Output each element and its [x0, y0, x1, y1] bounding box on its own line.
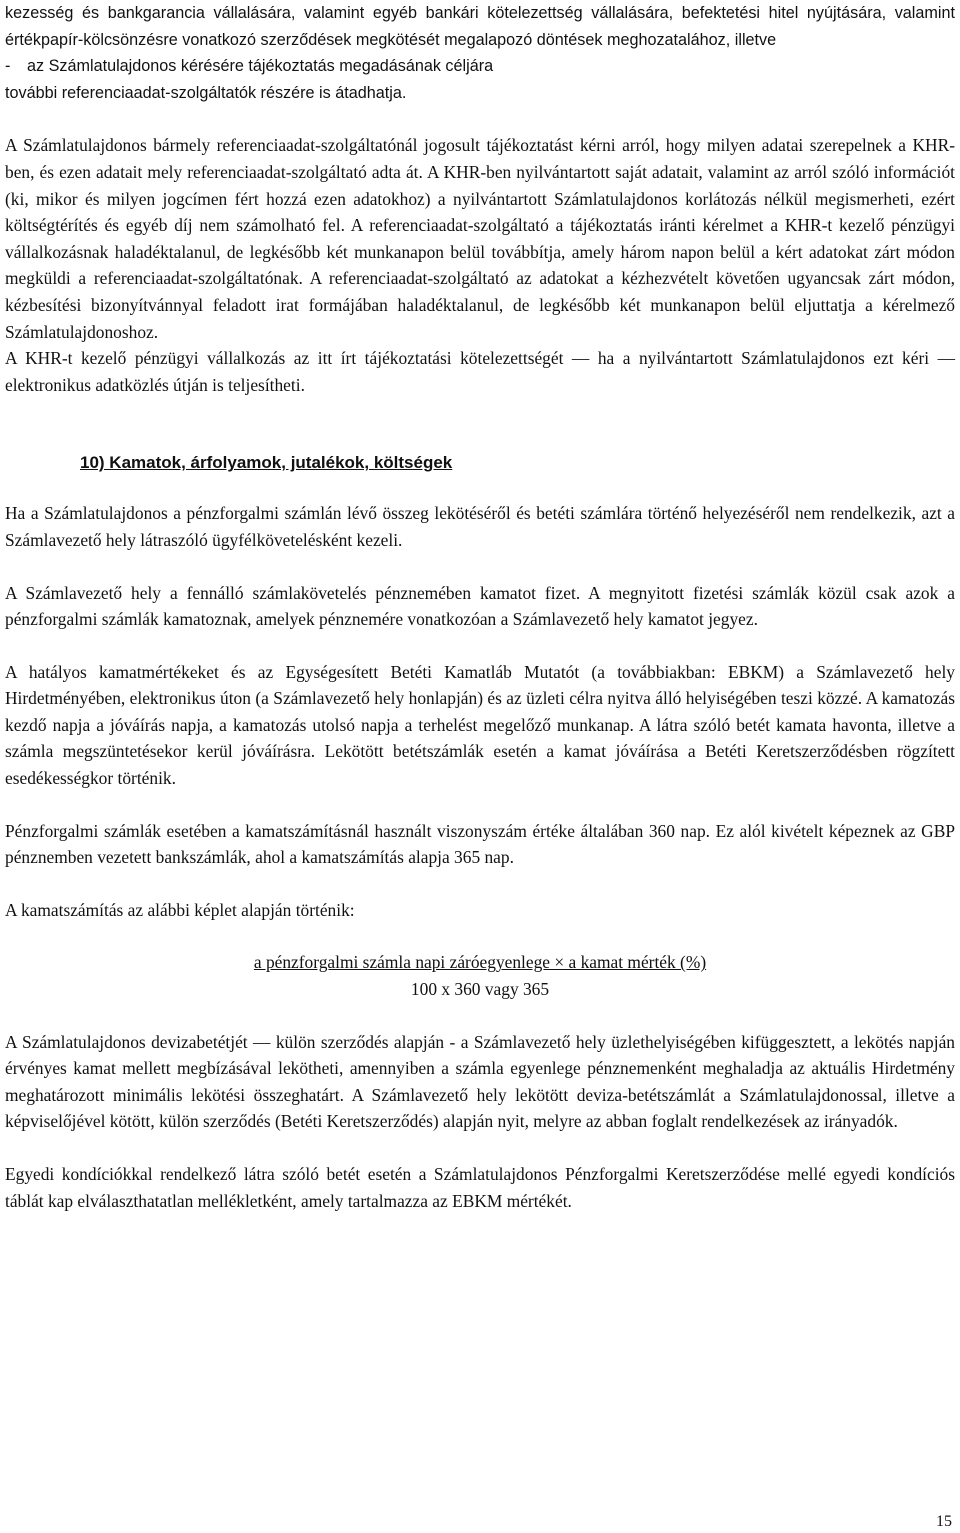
paragraph-2: A Számlavezető hely a fennálló számlakövetelés pénznemében kamatot fizet. A megnyitott fizetési számlák közül csak azok a pénzforgalmi számlák kamatoznak, amelyek pénznemére vonatkozóan a Számlavezető hely kamatot jegyez.	[5, 582, 955, 630]
paragraph-4: Pénzforgalmi számlák esetében a kamatszámításnál használt viszonyszám értéke általában 360 nap. Ez alól kivételt képeznek az GBP pénznemben vezetett bankszámlák, ahol a kamatszámítás alapja 365 nap.	[5, 820, 955, 868]
list-item-text: az Számlatulajdonos kérésére tájékoztatás megadásának céljára	[27, 57, 494, 76]
paragraph-6: A Számlatulajdonos devizabetétjét ― külön szerződés alapján - a Számlavezető hely üzlethelyiségében kifüggesztett, a lekötés napján érvényes kamat mellett megbízásával lekötheti, amennyiben a számla egyenlege pénznemenként meghaladja az aktuális Hirdetmény meghatározott minimális lekötési összeghatárt. A Számlavezető hely lekötött deviza-betétszámlát a Számlatulajdonossal, illetve a képviselőjével kötött, külön szerződés (Betéti Keretszerződés) alapján nyit, melyre az abban foglalt rendelkezések az irányadók.	[5, 1031, 955, 1132]
document-page	[5, 0, 955, 1214]
paragraph-khr-info: A Számlatulajdonos bármely referenciaadat-szolgáltatónál jogosult tájékoztatást kérni arról, hogy milyen adatai szerepelnek a KHR-ben, és ezen adatait mely referenciaadat-szolgáltató adta át. A KHR-ben nyilvántartott saját adatait, valamint az arról szóló információt (ki, mikor és milyen jogcímen fért hozzá ezen adatokhoz) a nyilvántartott Számlatulajdonos korlátozás nélkül megismerheti, ezért költségtérítés és egyéb díj nem számolható fel. A referenciaadat-szolgáltató a tájékoztatás iránti kérelmet a KHR-t kezelő pénzügyi vállalkozásnak haladéktalanul, de legkésőbb két munkanapon belül továbbítja, amely három napon belül a kért adatokat zárt módon megküldi a referenciaadat-szolgáltatónak. A referenciaadat-szolgáltató az adatokat a kézhezvételt követően ugyancsak zárt módon, kézbesítési bizonyítvánnyal feladott irat formájában haladéktalanul, de legkésőbb két munkanapon belül eljuttatja a kérelmező Számlatulajdonoshoz.	[5, 135, 955, 342]
intro-continuation: további referenciaadat-szolgáltatók részére is átadhatja.	[5, 83, 407, 102]
paragraph-khr-electronic: A KHR-t kezelő pénzügyi vállalkozás az itt írt tájékoztatási kötelezettségét ― ha a nyilvántartott Számlatulajdonos ezt kéri ― elektronikus adatközlés útján is teljesítheti.	[5, 348, 955, 395]
paragraph-1: Ha a Számlatulajdonos a pénzforgalmi számlán lévő összeg lekötéséről és betéti számlára történő helyezéséről nem rendelkezik, azt a Számlavezető hely látraszóló ügyfélkövetelésként kezeli.	[5, 503, 955, 550]
page-number: 15	[936, 1513, 952, 1530]
interest-formula	[5, 949, 955, 1002]
formula-numerator: a pénzforgalmi számla napi záróegyenlege × a kamat mérték (%)	[253, 952, 707, 973]
intro-text: kezesség és bankgarancia vállalására, valamint egyéb bankári kötelezettség vállalására, befektetési hitel nyújtására, valamint értékpapír-kölcsönzésre vonatkozó szerződések megkötését megalapozó döntések meghozatalához, illetve	[5, 4, 955, 49]
list-dash: -	[5, 57, 11, 76]
list-item	[5, 53, 955, 80]
paragraph-3: A hatályos kamatmértékeket és az Egységesített Betéti Kamatláb Mutatót (a továbbiakban: EBKM) a Számlavezető hely Hirdetményében, elektronikus úton (a Számlavezető hely honlapján) és az üzleti célra nyitva álló helyiségében teszi közzé. A kamatozás kezdő napja a jóváírás napja, a kamatozás utolsó napja a terhelést megelőző munkanap. A látra szóló betét kamata havonta, illetve a számla megszüntetésekor kerül jóváírásra. Lekötött betétszámlák esetén a kamat jóváírása a Betéti Keretszerződésben rögzített esedékességkor történik.	[5, 661, 955, 789]
paragraph-7: Egyedi kondíciókkal rendelkező látra szóló betét esetén a Számlatulajdonos Pénzforgalmi Keretszerződése mellé egyedi kondíciós táblát kap elválaszthatatlan mellékletként, amely tartalmazza az EBKM mértékét.	[5, 1164, 955, 1211]
formula-denominator: 100 x 360 vagy 365	[410, 979, 550, 1000]
paragraph-5: A kamatszámítás az alábbi képlet alapján történik:	[5, 899, 355, 920]
section-heading: 10) Kamatok, árfolyamok, jutalékok, költségek	[80, 453, 453, 473]
